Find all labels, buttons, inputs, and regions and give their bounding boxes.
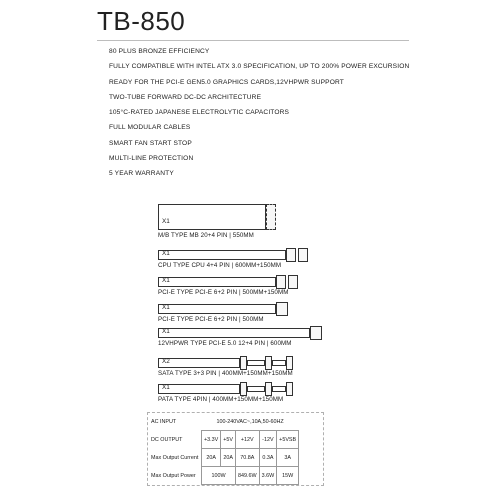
- connector-icon: [286, 382, 293, 396]
- spec-value: 20A: [202, 449, 221, 467]
- cable-sleeve: [272, 360, 286, 366]
- spec-value: +3.3V: [202, 431, 221, 449]
- connector-icon: [276, 302, 288, 316]
- cable-quantity: X1: [162, 277, 170, 284]
- table-row: [149, 467, 299, 485]
- spec-value: 3A: [277, 449, 299, 467]
- connector-icon: [298, 248, 308, 262]
- cable-label: PATA TYPE 4PIN | 400MM+150MM+150MM: [158, 396, 284, 403]
- spec-value: 20A: [221, 449, 236, 467]
- cable-sleeve: [272, 386, 286, 392]
- spec-value: +5V: [221, 431, 236, 449]
- feature-list: [109, 44, 409, 182]
- feature-item: FULL MODULAR CABLES: [109, 124, 191, 132]
- title-divider: [97, 40, 409, 41]
- connector-icon: [265, 356, 272, 370]
- spec-value: 15W: [277, 467, 299, 485]
- connector-icon: [266, 204, 276, 230]
- feature-item: FULLY COMPATIBLE WITH INTEL ATX 3.0 SPECIFICATION, UP TO 200% POWER EXCURSION: [109, 63, 410, 71]
- cable-quantity: X2: [162, 358, 170, 365]
- spec-value: 100W: [202, 467, 236, 485]
- cable-label: CPU TYPE CPU 4+4 PIN | 600MM+150MM: [158, 262, 282, 269]
- cable-quantity: X1: [162, 384, 170, 391]
- spec-value: 70.8A: [236, 449, 260, 467]
- cable-label: SATA TYPE 3+3 PIN | 400MM+150MM+150MM: [158, 370, 293, 377]
- cable-quantity: X1: [162, 304, 170, 311]
- connector-icon: [240, 356, 247, 370]
- connector-icon: [276, 275, 286, 289]
- spec-label: AC INPUT: [151, 418, 177, 425]
- cable-sleeve: [247, 360, 265, 366]
- feature-item: 80 PLUS BRONZE EFFICIENCY: [109, 48, 210, 55]
- feature-item: READY FOR THE PCI-E GEN5.0 GRAPHICS CARDS,12VHPWR SUPPORT: [109, 78, 344, 86]
- table-row: [149, 449, 299, 467]
- spec-label: Max Output Current: [151, 454, 199, 461]
- cable-sleeve: [158, 384, 240, 394]
- cable-sleeve: [158, 328, 310, 338]
- feature-item: SMART FAN START STOP: [109, 139, 192, 147]
- spec-label: DC OUTPUT: [151, 436, 183, 443]
- spec-value: +12V: [236, 431, 260, 449]
- spec-label: Max Output Power: [151, 472, 196, 479]
- cable-sleeve: [158, 204, 266, 230]
- connector-icon: [265, 382, 272, 396]
- page-title: TB-850: [97, 6, 186, 36]
- spec-value: +5VSB: [277, 431, 299, 449]
- cable-label: 12VHPWR TYPE PCI-E 5.0 12+4 PIN | 600MM: [158, 340, 292, 347]
- spec-value: 0.3A: [259, 449, 277, 467]
- spec-table: [149, 413, 299, 485]
- feature-item: TWO-TUBE FORWARD DC-DC ARCHITECTURE: [109, 93, 262, 101]
- connector-icon: [286, 248, 296, 262]
- spec-value: -12V: [259, 431, 277, 449]
- cable-label: PCI-E TYPE PCI-E 6+2 PIN | 500MM: [158, 316, 264, 323]
- connector-icon: [310, 326, 322, 340]
- connector-icon: [240, 382, 247, 396]
- cable-sleeve: [158, 277, 276, 287]
- feature-item: MULTI-LINE PROTECTION: [109, 155, 194, 163]
- cable-label: PCI-E TYPE PCI-E 6+2 PIN | 500MM+150MM: [158, 289, 289, 296]
- cable-sleeve: [247, 386, 265, 392]
- feature-item: 5 YEAR WARRANTY: [109, 170, 174, 178]
- cable-sleeve: [158, 304, 276, 314]
- connector-icon: [286, 356, 293, 370]
- table-row: [149, 431, 299, 449]
- cable-label: M/B TYPE MB 20+4 PIN | 550MM: [158, 232, 254, 239]
- cable-quantity: X1: [162, 218, 170, 225]
- cable-quantity: X1: [162, 328, 170, 335]
- cable-sleeve: [158, 250, 286, 260]
- table-row: [149, 413, 299, 431]
- spec-value: 3.6W: [259, 467, 277, 485]
- feature-item: 105°C-RATED JAPANESE ELECTROLYTIC CAPACITORS: [109, 109, 290, 117]
- cable-sleeve: [158, 358, 240, 368]
- spec-value: 100-240VAC~,10A,50-60HZ: [216, 418, 284, 425]
- spec-value: 849.6W: [236, 467, 260, 485]
- connector-icon: [288, 275, 298, 289]
- cable-quantity: X1: [162, 250, 170, 257]
